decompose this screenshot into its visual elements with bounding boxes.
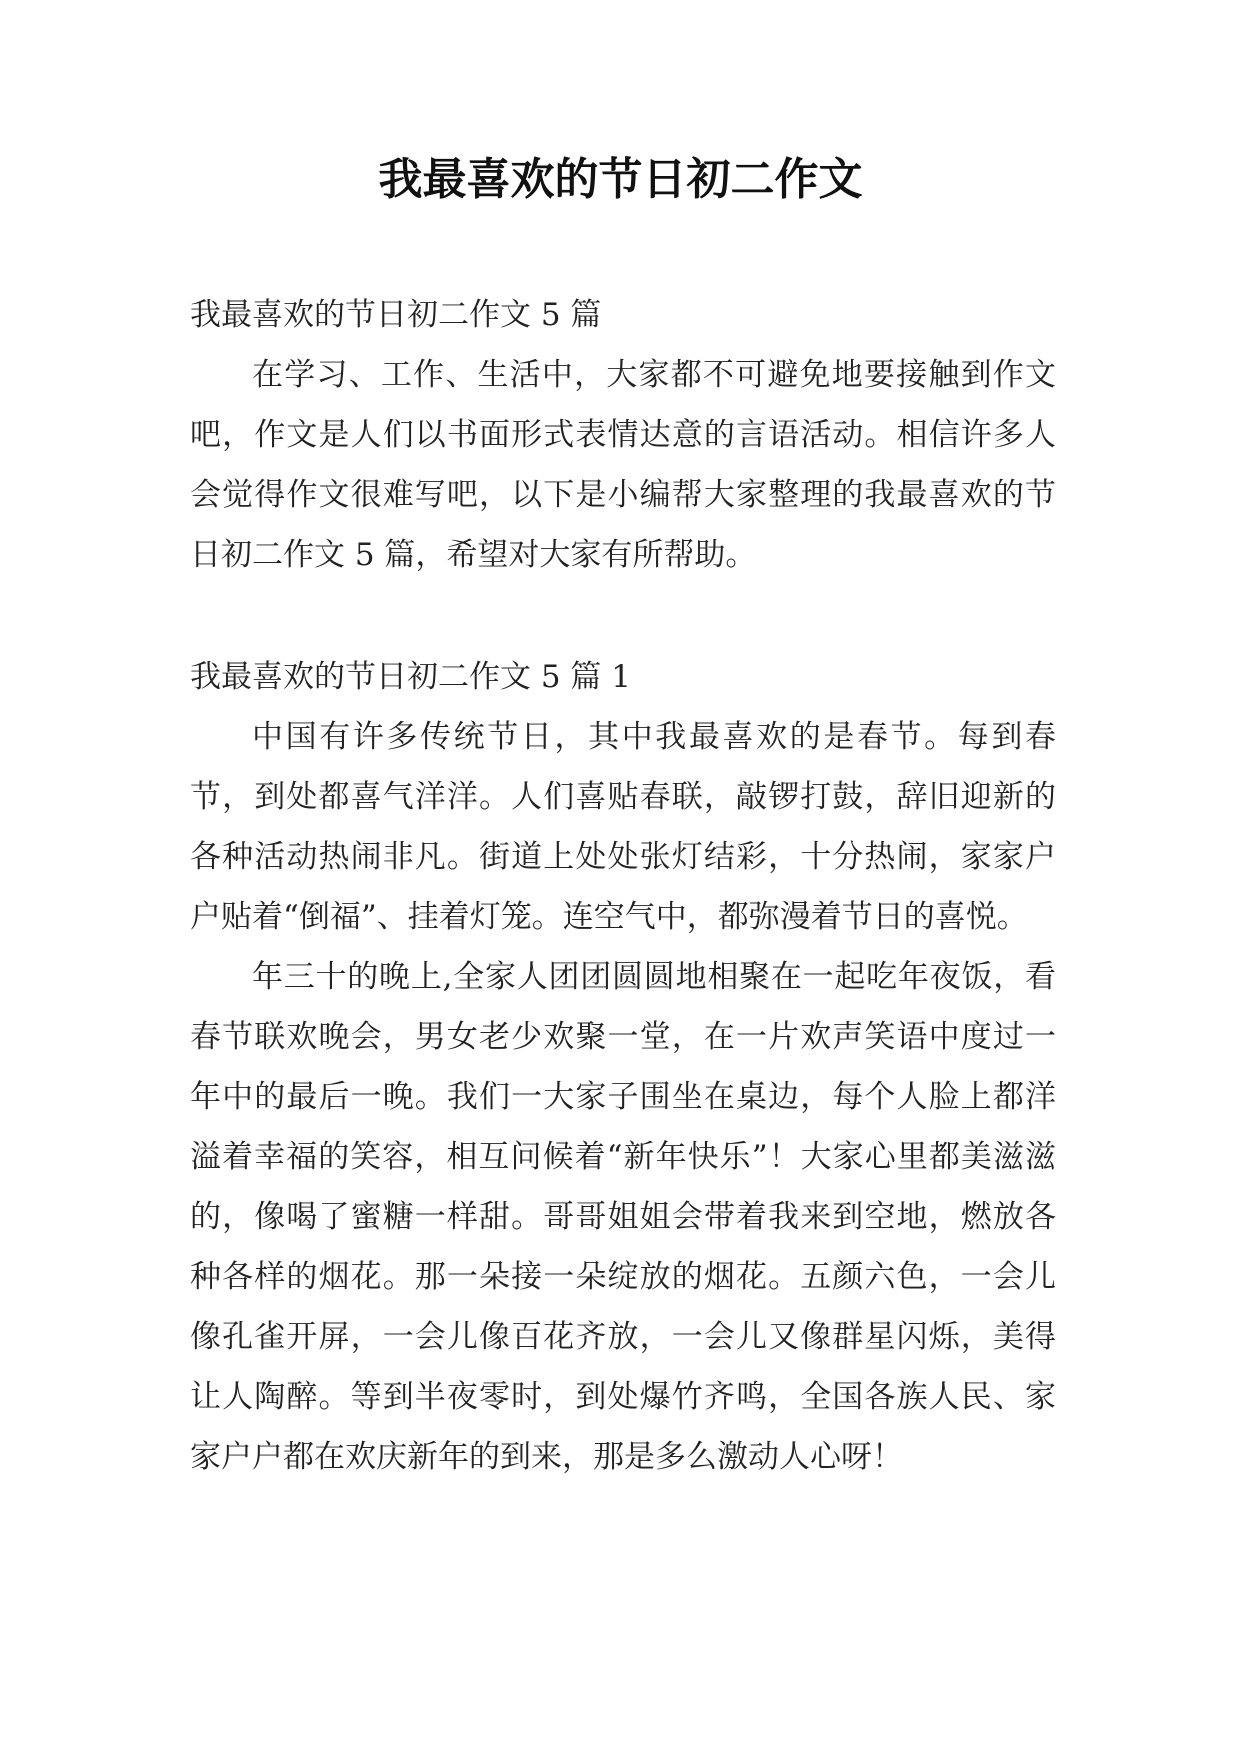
intro-heading: 我最喜欢的节日初二作文 5 篇 <box>190 297 602 333</box>
section-spacer <box>190 585 1056 647</box>
intro-paragraph: 在学习、工作、生活中，大家都不可避免地要接触到作文吧，作文是人们以书面形式表情达意的言语活动。相信许多人会觉得作文很难写吧，以下是小编帮大家整理的我最喜欢的节日初二作文 5 篇，希望对大家有所帮助。 <box>190 357 1056 573</box>
section-paragraph-1: 中国有许多传统节日，其中我最喜欢的是春节。每到春节，到处都喜气洋洋。人们喜贴春联，敲锣打鼓，辞旧迎新的各种活动热闹非凡。街道上处处张灯结彩，十分热闹，家家户户贴着“倒福”、挂着灯笼。连空气中，都弥漫着节日的喜悦。 <box>190 719 1056 935</box>
essay-section-1 <box>190 647 1056 1487</box>
section-heading: 我最喜欢的节日初二作文 5 篇 1 <box>190 659 632 695</box>
document-body <box>190 285 1056 1487</box>
section-paragraph-2: 年三十的晚上,全家人团团圆圆地相聚在一起吃年夜饭，看春节联欢晚会，男女老少欢聚一堂，在一片欢声笑语中度过一年中的最后一晚。我们一大家子围坐在桌边，每个人脸上都洋溢着幸福的笑容，相互问候着“新年快乐”！大家心里都美滋滋的，像喝了蜜糖一样甜。哥哥姐姐会带着我来到空地，燃放各种各样的烟花。那一朵接一朵绽放的烟花。五颜六色，一会儿像孔雀开屏，一会儿像百花齐放，一会儿又像群星闪烁，美得让人陶醉。等到半夜零时，到处爆竹齐鸣，全国各族人民、家家户户都在欢庆新年的到来，那是多么激动人心呀！ <box>190 959 1056 1475</box>
document-title: 我最喜欢的节日初二作文 <box>378 154 863 205</box>
